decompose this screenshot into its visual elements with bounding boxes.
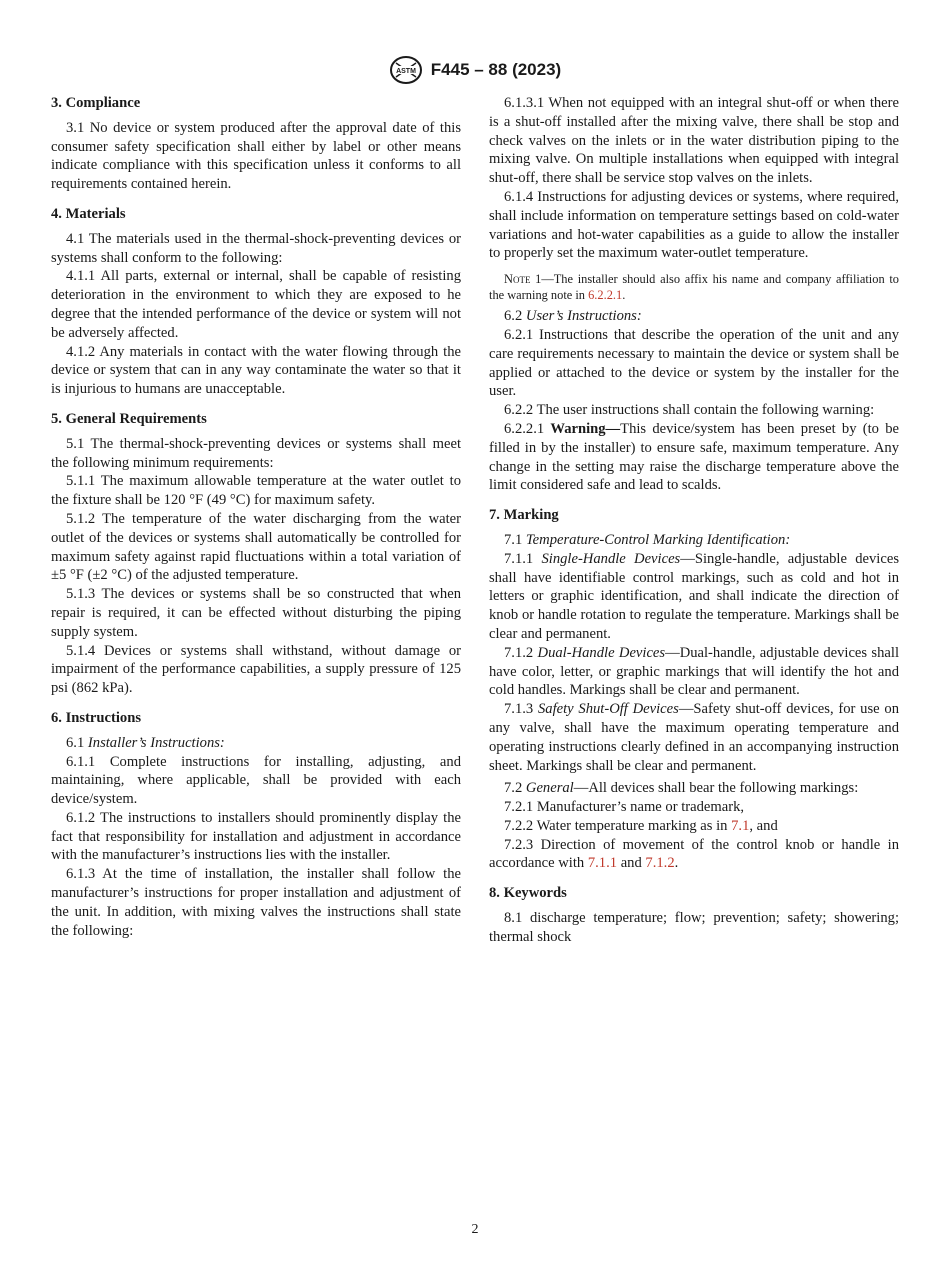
- paragraph: 6.1.2 The instructions to installers should prominently display the fact that responsibility for installation and adjustment in accordance with the manufacturer’s instructions lies with the installer.: [51, 809, 461, 864]
- paragraph: 5.1.3 The devices or systems shall be so constructed that when repair is required, it can be effected without disturbing the piping supply system.: [51, 586, 461, 640]
- paragraph: 7.2.3 Direction of movement of the control knob or handle in accordance with 7.1.1 and 7.1.2.: [489, 836, 899, 872]
- cross-reference-link[interactable]: 6.2.2.1: [588, 288, 623, 303]
- paragraph: 6.1.4 Instructions for adjusting devices or systems, where required, shall include information on temperature settings based on cold-water variations and hot-water capabilities as a guide to allow the installer to properly set the maximum water-outlet temperature.: [489, 188, 899, 262]
- paragraph: 4.1.1 All parts, external or internal, shall be capable of resisting deterioration in the environment to which they are exposed to he degree that the intended performance of the device or system will not be adversely affected.: [51, 268, 461, 341]
- paragraph: 7.1 Temperature-Control Marking Identification:: [504, 531, 791, 548]
- paragraph: 4.1.2 Any materials in contact with the water flowing through the device or system that can in any way contaminate the water so that it is injurious to humans are unacceptable.: [51, 343, 461, 398]
- paragraph: 6.1 Installer’s Instructions:: [66, 734, 225, 751]
- page-number: 2: [471, 1222, 479, 1237]
- paragraph: 6.1.3 At the time of installation, the installer shall follow the manufacturer’s instructions for proper installation and adjustment of the unit. In addition, with mixing valves the instructions shall state the following:: [51, 866, 461, 939]
- paragraph: 7.1.1 Single-Handle Devices—Single-handle, adjustable devices shall have identifiable control markings, such as cold and hot in letters or graphic identification, and shall indicate the direction of knob or handle rotation to regulate the temperature. Markings shall be clear and permanent.: [489, 550, 899, 642]
- paragraph: 6.1.1 Complete instructions for installing, adjusting, and maintaining, where applicable, shall be provided with each device/system.: [51, 753, 461, 808]
- section-heading: 4. Materials: [51, 205, 126, 222]
- svg-text:ASTM: ASTM: [395, 68, 416, 75]
- paragraph: 6.1.3.1 When not equipped with an integral shut-off or when there is a shut-off installed after the mixing valve, there shall be stop and check valves on the inlets or in the water distribution piping to the mixing valve. On multiple installations when equipped with integral shut-off, there shall be service stop valves on the inlets.: [489, 95, 899, 187]
- cross-reference-link[interactable]: 7.1: [731, 817, 750, 834]
- cross-reference-link[interactable]: 7.1.2: [645, 855, 675, 872]
- section-heading: 3. Compliance: [51, 95, 141, 111]
- paragraph: 3.1 No device or system produced after the approval date of this consumer safety specification shall either by label or other means indicate compliance with this specification unless it conforms to all requirements contained herein.: [51, 119, 461, 193]
- section-heading: 7. Marking: [489, 507, 559, 524]
- paragraph: 6.2.2.1 Warning—This device/system has been preset by (to be filled in by the installer) to ensure safe, maximum temperature. Any change in the setting may raise the discharge temperature above the limit considered safe and lead to scalds.: [489, 420, 899, 494]
- paragraph: 5.1.1 The maximum allowable temperature at the water outlet to the fixture shall be 120 °F (49 °C) for maximum safety.: [51, 473, 461, 509]
- document-id: F445 – 88 (2023): [430, 60, 562, 79]
- page-header: [0, 56, 950, 84]
- paragraph: 7.1.3 Safety Shut-Off Devices—Safety shut-off devices, for use on any valve, shall have the maximum operating temperature and operating instructions clearly defined in an accompanying instruction sheet. Markings shall be clear and permanent.: [489, 701, 900, 774]
- paragraph: 5.1.2 The temperature of the water discharging from the water outlet of the devices or systems shall automatically be controlled for maximum safety against rapid fluctuations within a total variation of ±5 °F (±2 °C) of the adjusted temperature.: [51, 510, 461, 584]
- paragraph: 8.1 discharge temperature; flow; prevention; safety; showering; thermal shock: [489, 910, 899, 945]
- astm-logo-icon: [389, 55, 423, 85]
- paragraph: 7.1.2 Dual-Handle Devices—Dual-handle, adjustable devices shall have color, letter, or graphic markings that will identify the hot and cold handles. Markings shall be clear and permanent.: [489, 644, 899, 699]
- section-heading: 5. General Requirements: [51, 410, 207, 427]
- paragraph: 5.1.4 Devices or systems shall withstand, without damage or impairment of the performance capabilities, a supply pressure of 125 psi (862 kPa).: [51, 642, 461, 697]
- note: Note 1—The installer should also affix his name and company affiliation to the warning note in 6.2.2.1.: [489, 272, 899, 303]
- right-column: [489, 94, 899, 947]
- cross-reference-link[interactable]: 7.1.1: [587, 855, 618, 872]
- paragraph: 6.2 User’s Instructions:: [504, 308, 642, 325]
- paragraph: 7.2 General—All devices shall bear the following markings:: [504, 780, 859, 797]
- paragraph: 5.1 The thermal-shock-preventing devices or systems shall meet the following minimum requirements:: [51, 435, 461, 471]
- paragraph: 6.2.2 The user instructions shall contain the following warning:: [504, 402, 875, 419]
- paragraph: 4.1 The materials used in the thermal-shock-preventing devices or systems shall conform to the following:: [51, 230, 461, 266]
- paragraph: 7.2.1 Manufacturer’s name or trademark,: [504, 799, 745, 816]
- paragraph: 6.2.1 Instructions that describe the operation of the unit and any care requirements necessary to maintain the device or system shall be applied or attached to the device or system by the installer for the user.: [489, 326, 899, 400]
- section-heading: 8. Keywords: [489, 885, 567, 902]
- left-column: [51, 94, 461, 940]
- section-heading: 6. Instructions: [51, 709, 142, 726]
- paragraph: 7.2.2 Water temperature marking as in 7.1, and: [504, 817, 778, 834]
